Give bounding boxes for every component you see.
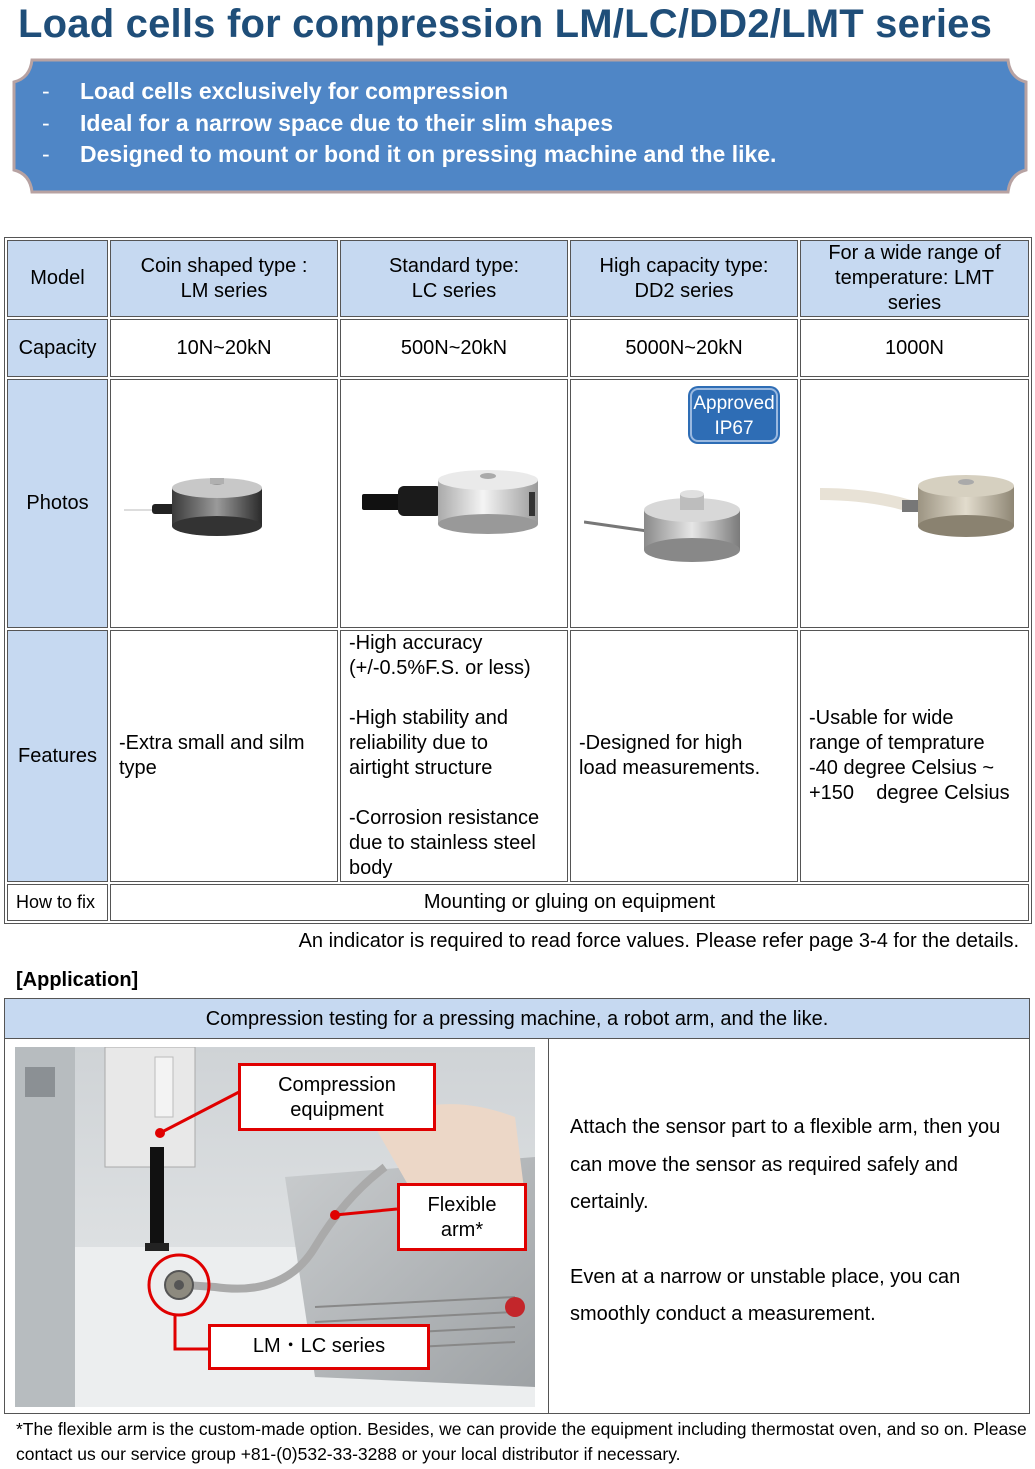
- indicator-note: An indicator is required to read force values. Please refer page 3-4 for the details.: [298, 930, 1019, 952]
- photo-lc: [340, 379, 568, 628]
- features-dd2: -Designed for high load measurements.: [570, 630, 798, 882]
- banner-item: - Load cells exclusively for compression: [10, 76, 776, 108]
- how-to-fix-row: [7, 884, 1029, 921]
- features-lc: -High accuracy (+/-0.5%F.S. or less) -High stability and reliability due to airtight structure -Corrosion resistance due to stainless steel body: [340, 630, 568, 882]
- application-heading: [Application]: [16, 969, 139, 991]
- model-lm: Coin shaped type : LM series: [110, 240, 338, 317]
- bullet-dash: -: [42, 78, 50, 104]
- capacity-lmt: 1000N: [800, 319, 1029, 377]
- features-label: Features: [7, 630, 108, 882]
- capacity-lm: 10N~20kN: [110, 319, 338, 377]
- application-description: [570, 1109, 1020, 1334]
- application-text-1: Attach the sensor part to a flexible arm, then you can move the sensor as required safely and certainly.: [570, 1116, 1001, 1213]
- photo-dd2: [570, 379, 798, 628]
- page-title: Load cells for compression LM/LC/DD2/LMT series: [18, 2, 993, 46]
- capacity-lc: 500N~20kN: [340, 319, 568, 377]
- bullet-dash: -: [42, 109, 50, 136]
- banner-item: - Ideal for a narrow space due to their slim shapes: [10, 108, 776, 140]
- features-lmt: -Usable for wide range of temprature -40 degree Celsius ~ +150 degree Celsius: [800, 630, 1029, 882]
- features-lm: -Extra small and silm type: [110, 630, 338, 882]
- capacity-dd2: 5000N~20kN: [570, 319, 798, 377]
- model-lmt: For a wide range of temperature: LMT series: [800, 240, 1029, 317]
- wide-temperature-load-cell-image: [810, 464, 1020, 544]
- model-lc: Standard type: LC series: [340, 240, 568, 317]
- banner-list: [10, 76, 776, 171]
- photo-lmt: [800, 379, 1029, 628]
- photo-lm: [110, 379, 338, 628]
- high-capacity-load-cell-image: [584, 488, 784, 568]
- callout-compression-equipment: Compression equipment: [238, 1063, 436, 1131]
- capacity-label: Capacity: [7, 319, 108, 377]
- application-photo: [15, 1047, 535, 1407]
- model-label: Model: [7, 240, 108, 317]
- coin-load-cell-image: [124, 464, 324, 544]
- how-to-fix-label: How to fix: [7, 884, 108, 921]
- application-bar: Compression testing for a pressing machine, a robot arm, and the like.: [5, 999, 1029, 1039]
- bullet-dash: -: [42, 141, 50, 167]
- model-dd2: High capacity type: DD2 series: [570, 240, 798, 317]
- banner-item: - Designed to mount or bond it on pressing machine and the like.: [10, 139, 776, 171]
- callout-flexible-arm: Flexible arm*: [397, 1183, 527, 1251]
- application-divider: [548, 1039, 549, 1413]
- photos-label: Photos: [7, 379, 108, 628]
- feature-banner: [10, 56, 1030, 196]
- callout-lm-lc-series: LM・LC series: [208, 1324, 430, 1370]
- photos-row: [7, 379, 1029, 628]
- capacity-row: [7, 319, 1029, 377]
- features-row: [7, 630, 1029, 882]
- spec-table: [4, 237, 1032, 924]
- ip67-badge: Approved IP67: [690, 388, 778, 442]
- application-text-2: Even at a narrow or unstable place, you can smoothly conduct a measurement.: [570, 1265, 961, 1325]
- how-to-fix-value: Mounting or gluing on equipment: [110, 884, 1029, 921]
- standard-load-cell-image: [354, 464, 554, 544]
- footnote: *The flexible arm is the custom-made option. Besides, we can provide the equipment including thermostat oven, and so on. Please contact us our service group +81-(0)532-33-3288 or your local distributor if necessary.: [16, 1419, 1027, 1464]
- application-box: [4, 998, 1030, 1414]
- model-row: [7, 240, 1029, 317]
